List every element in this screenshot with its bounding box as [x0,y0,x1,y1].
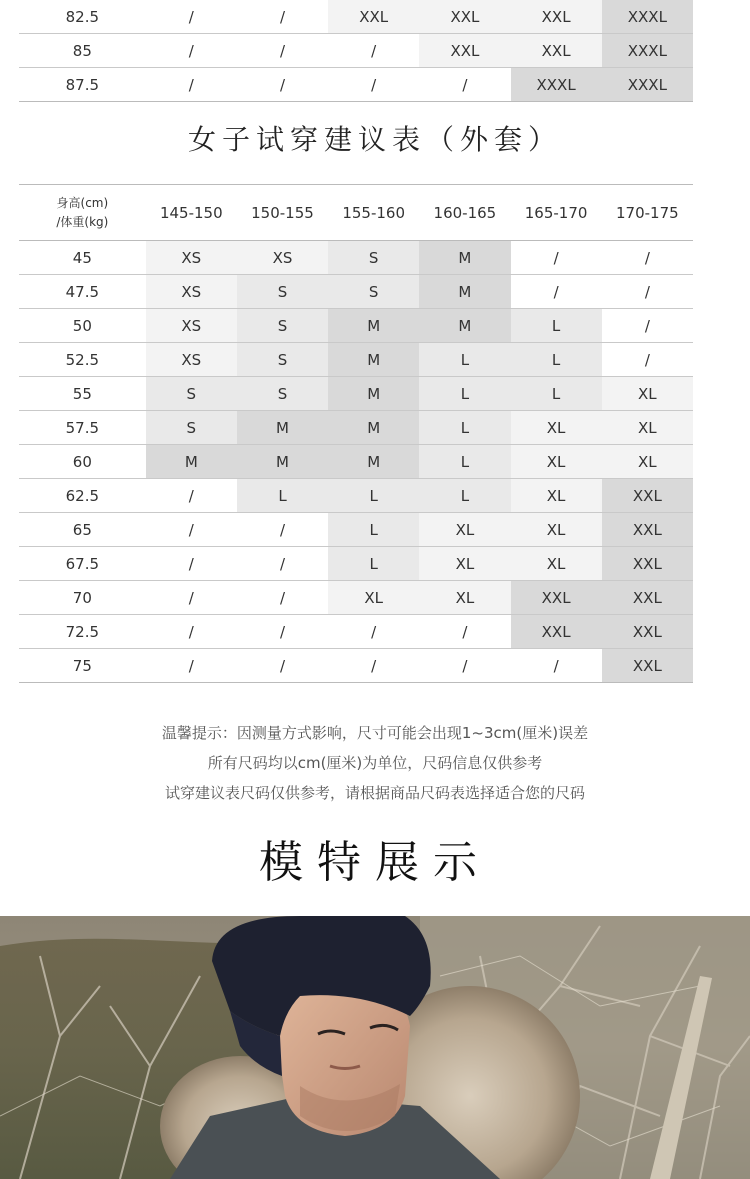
height-unit-label: 身高(cm) [56,195,109,210]
size-cell: L [511,343,602,377]
size-cell: L [328,547,419,581]
size-cell: M [419,309,510,343]
size-cell: XXL [602,479,693,513]
size-cell: XL [419,581,510,615]
size-cell: / [146,0,237,34]
table-row [19,513,693,547]
size-cell: / [602,343,693,377]
size-cell: / [146,34,237,68]
size-cell: S [237,275,328,309]
size-cell: / [511,241,602,275]
weight-cell: 85 [19,34,146,68]
table-row [19,275,693,309]
weight-cell: 47.5 [19,275,146,309]
size-cell: S [146,411,237,445]
size-cell: L [328,479,419,513]
size-cell: L [237,479,328,513]
size-cell: S [328,275,419,309]
size-cell: / [146,581,237,615]
weight-cell: 62.5 [19,479,146,513]
weight-cell: 67.5 [19,547,146,581]
weight-cell: 87.5 [19,68,146,102]
size-cell: XL [511,445,602,479]
table-row [19,411,693,445]
size-cell: / [237,615,328,649]
model-photo-illustration [0,916,750,1179]
height-range-header: 165-170 [511,185,602,241]
weight-cell: 50 [19,309,146,343]
size-cell: XL [602,411,693,445]
table-corner-label [19,185,146,241]
size-cell: XXL [511,615,602,649]
size-cell: S [328,241,419,275]
size-cell: XXL [511,581,602,615]
size-cell: / [602,309,693,343]
size-cell: M [328,309,419,343]
size-cell: / [237,649,328,683]
size-cell: / [328,649,419,683]
table-row [19,581,693,615]
size-cell: S [237,343,328,377]
size-notes [0,718,750,808]
size-cell: XL [511,513,602,547]
size-cell: XXL [511,0,602,34]
size-cell: / [146,547,237,581]
size-cell: L [511,377,602,411]
size-cell: S [237,309,328,343]
size-cell: L [419,479,510,513]
size-cell: / [328,68,419,102]
size-cell: XL [419,513,510,547]
size-cell: / [237,34,328,68]
size-cell: XS [146,343,237,377]
size-cell: M [328,343,419,377]
size-cell: L [328,513,419,547]
size-cell: M [146,445,237,479]
table-row [19,309,693,343]
table-row [19,649,693,683]
women-table-title: 女子试穿建议表（外套） [187,123,562,156]
size-cell: L [419,343,510,377]
size-table-body [19,0,693,102]
note-line: 所有尺码均以cm(厘米)为单位，尺码信息仅供参考 [207,754,543,772]
size-cell: M [419,275,510,309]
size-cell: / [237,0,328,34]
height-range-header: 160-165 [419,185,510,241]
size-cell: S [237,377,328,411]
weight-cell: 52.5 [19,343,146,377]
size-cell: XS [146,241,237,275]
note-line: 温馨提示：因测量方式影响，尺寸可能会出现1~3cm(厘米)误差 [161,724,589,742]
size-cell: / [146,479,237,513]
weight-cell: 45 [19,241,146,275]
size-cell: / [328,615,419,649]
table-row [19,34,693,68]
height-range-header: 145-150 [146,185,237,241]
size-cell: / [419,68,510,102]
weight-cell: 70 [19,581,146,615]
size-cell: XXL [419,34,510,68]
weight-cell: 55 [19,377,146,411]
size-cell: XXL [602,649,693,683]
size-cell: XXXL [602,68,693,102]
size-cell: / [146,615,237,649]
table-row [19,343,693,377]
size-cell: XXL [511,34,602,68]
table-row [19,615,693,649]
table-row [19,0,693,34]
size-cell: XL [511,479,602,513]
size-cell: XL [419,547,510,581]
weight-cell: 57.5 [19,411,146,445]
size-cell: XXXL [602,34,693,68]
size-cell: M [328,411,419,445]
table-row [19,241,693,275]
size-cell: / [237,547,328,581]
weight-cell: 65 [19,513,146,547]
size-cell: XL [511,411,602,445]
size-cell: XXL [602,581,693,615]
size-cell: XXXL [511,68,602,102]
size-cell: / [511,275,602,309]
size-cell: / [237,513,328,547]
size-cell: / [237,68,328,102]
height-range-header: 150-155 [237,185,328,241]
model-photo [0,916,750,1179]
size-table-continued [19,0,693,102]
table-row [19,547,693,581]
size-cell: / [602,241,693,275]
size-cell: / [328,34,419,68]
size-cell: / [419,649,510,683]
weight-cell: 72.5 [19,615,146,649]
weight-unit-label: /体重(kg) [56,214,109,229]
weight-cell: 75 [19,649,146,683]
size-cell: S [146,377,237,411]
weight-cell: 82.5 [19,0,146,34]
size-cell: M [328,445,419,479]
size-cell: / [419,615,510,649]
size-cell: / [602,275,693,309]
table-row [19,445,693,479]
size-cell: / [146,513,237,547]
size-cell: XL [511,547,602,581]
size-cell: / [237,581,328,615]
size-cell: M [419,241,510,275]
size-cell: / [146,68,237,102]
size-cell: XXL [419,0,510,34]
women-size-table [19,184,693,683]
size-cell: M [328,377,419,411]
size-cell: XXL [602,615,693,649]
size-cell: / [511,649,602,683]
model-section-title: 模特展示 [259,837,491,888]
table-row [19,68,693,102]
height-range-header: 155-160 [328,185,419,241]
size-cell: XXL [602,513,693,547]
size-cell: XL [328,581,419,615]
size-cell: XXL [602,547,693,581]
size-cell: M [237,411,328,445]
size-cell: M [237,445,328,479]
size-cell: L [511,309,602,343]
weight-cell: 60 [19,445,146,479]
note-line: 试穿建议表尺码仅供参考，请根据商品尺码表选择适合您的尺码 [164,784,585,802]
size-cell: L [419,445,510,479]
size-cell: XL [602,445,693,479]
size-cell: XL [602,377,693,411]
size-cell: XXXL [602,0,693,34]
height-range-header: 170-175 [602,185,693,241]
size-cell: XXL [328,0,419,34]
size-cell: / [146,649,237,683]
table-header-row [19,185,693,241]
table-row [19,377,693,411]
table-row [19,479,693,513]
size-cell: XS [146,275,237,309]
women-table-body [19,241,693,683]
size-cell: XS [237,241,328,275]
size-cell: L [419,411,510,445]
size-cell: XS [146,309,237,343]
size-cell: L [419,377,510,411]
